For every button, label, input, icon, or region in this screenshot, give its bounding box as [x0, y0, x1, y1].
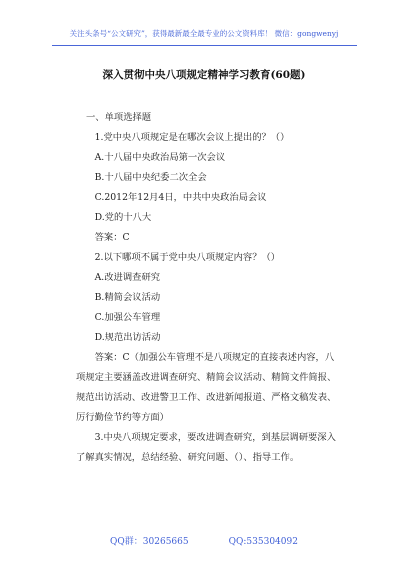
- footer-contact: [0, 534, 408, 547]
- q1-option-d: D.党的十八大: [94, 212, 152, 223]
- q2-option-c: C.加强公车管理: [94, 312, 161, 323]
- q1-option-b: B.十八届中央纪委二次全会: [94, 172, 207, 183]
- q2-option-d: D.规范出访活动: [94, 332, 161, 343]
- q2-option-a: A.改进调查研究: [94, 272, 161, 283]
- question-1: 1.党中央八项规定是在哪次会议上提出的？（）: [94, 132, 290, 143]
- q1-option-a: A.十八届中央政治局第一次会议: [94, 152, 226, 163]
- q2-option-b: B.精简会议活动: [94, 292, 161, 303]
- q1-option-c: C.2012年12月4日，中共中央政治局会议: [94, 192, 267, 203]
- document-body: [76, 108, 338, 468]
- document-title: 深入贯彻中央八项规定精神学习教育(60题): [102, 69, 306, 81]
- header-notice: 关注头条号“公文研究”，获得最新最全最专业的公文资料库！ 微信：gongwenyj: [69, 29, 339, 38]
- question-3: 3.中央八项规定要求，要改进调查研究，到基层调研要深入了解真实情况，总结经验、研究问题、（）、指导工作。: [76, 432, 336, 463]
- footer-qq: QQ:535304092: [228, 537, 298, 547]
- header-divider: [52, 45, 357, 46]
- q1-answer: 答案：C: [94, 232, 130, 243]
- footer-qq-group: QQ群：30265665: [110, 537, 189, 547]
- q2-answer: 答案：C（加强公车管理不是八项规定的直接表述内容，八项规定主要涵盖改进调查研究、精简会议活动、精简文件简报、规范出访活动、改进警卫工作、改进新闻报道、严格文稿发表、厉行勤俭节约等方面）: [76, 352, 337, 423]
- question-2: 2.以下哪项不属于党中央八项规定内容？（）: [94, 252, 281, 263]
- section-heading: 一、单项选择题: [86, 112, 152, 123]
